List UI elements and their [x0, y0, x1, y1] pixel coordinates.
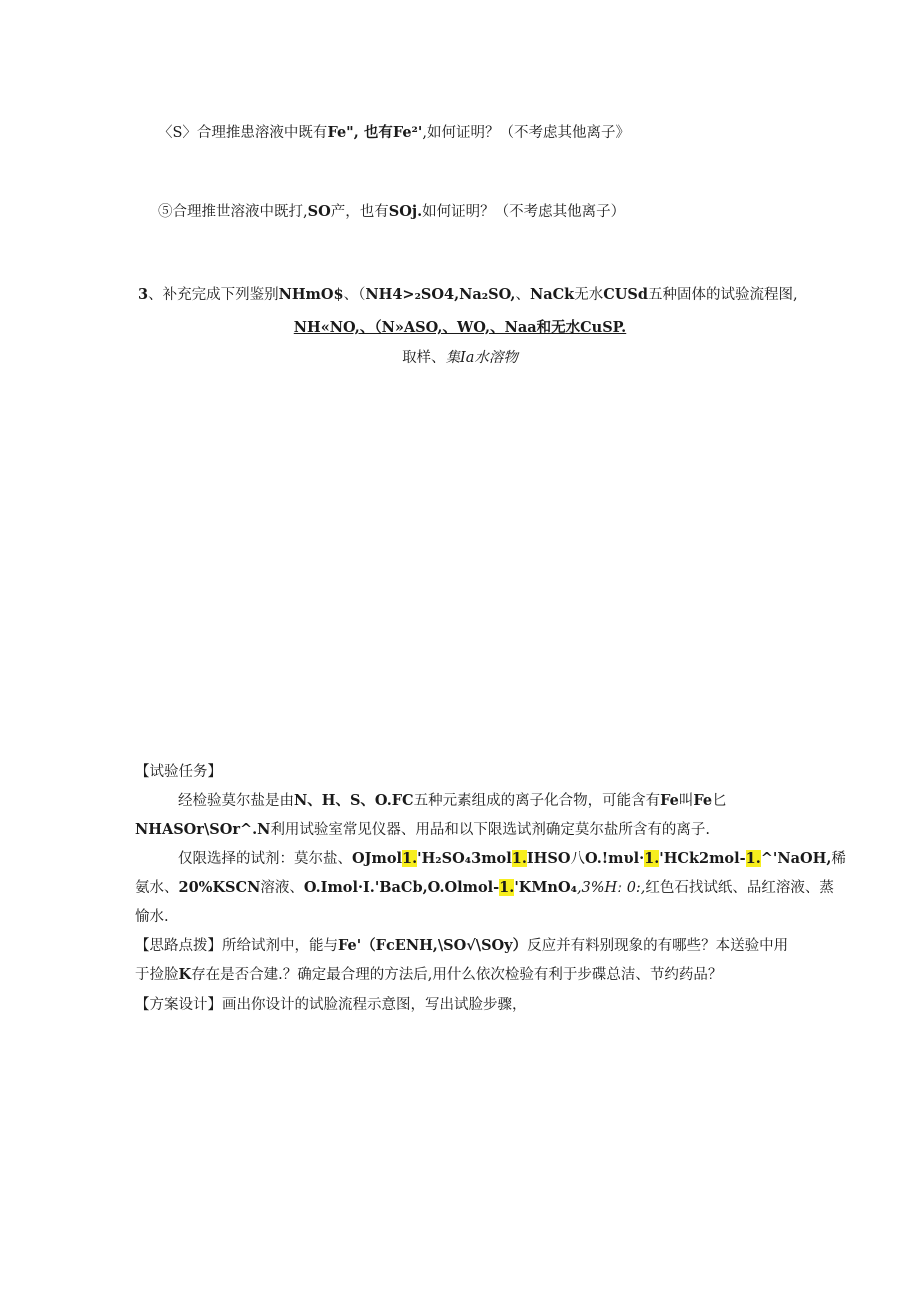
- task-line-2: NHASOr\SOr^.N利用试验室常见仪器、用品和以下限选试剂确定莫尔盐所含有的离子.: [135, 821, 711, 838]
- question-5: ⑤合理推世溶液中既打,SO产，也有SOj.如何证明？（不考虑其他离子）: [158, 203, 626, 220]
- hint-line-2: 于捡脸K存在是否合建.？确定最合理的方法后,用什么依次检验有利于步碟总洁、节约药品？: [135, 966, 723, 983]
- task-line-1: 经检验莫尔盐是由N、H、S、O.FC五种元素组成的离子化合物，可能含有Fe叫Fe匕: [178, 792, 727, 809]
- hint-line-1: 【思路点拨】所给试剂中，能与Fe'（FcENH,\SO√\SOy）反应并有料别现象的有哪些？本送验中用: [135, 937, 789, 954]
- flow-substances: NH«NO,、（N»ASO,、WO,、Naa和无水CuSP.: [293, 319, 627, 336]
- reagents-line-2: 氨水、20%KSCN溶液、O.Imol·I.'BaCb,O.Olmol-1.'KMnO₄,3%Hː 0:,红色石找试纸、品红溶液、蒸: [135, 879, 834, 896]
- flow-step-sampling: 取样、集Ia水溶物: [402, 350, 518, 366]
- task-heading: 【试验任务】: [135, 764, 222, 780]
- reagents-line-3: 愉水.: [135, 909, 169, 925]
- question-3: 3、补充完成下列鉴别NHmO$、（NH4>₂SO4,Na₂SO,、NaCk无水CUSd五种固体的试验流程图,: [138, 286, 798, 303]
- question-s: 〈S〉合理推患溶液中既有Fe", 也有Fe²',如何证明？（不考虑其他离子》: [158, 124, 630, 141]
- design-line: 【方案设计】画出你设计的试脸流程示意图，写出试脸步骤，: [135, 997, 527, 1013]
- reagents-line-1: 仅限选择的试剂：莫尔盐、OJmol1.'H₂SO₄3mol1.IHSO八O.!mυl·1.'HCk2mol-1.^'NaOH,稀: [178, 850, 846, 867]
